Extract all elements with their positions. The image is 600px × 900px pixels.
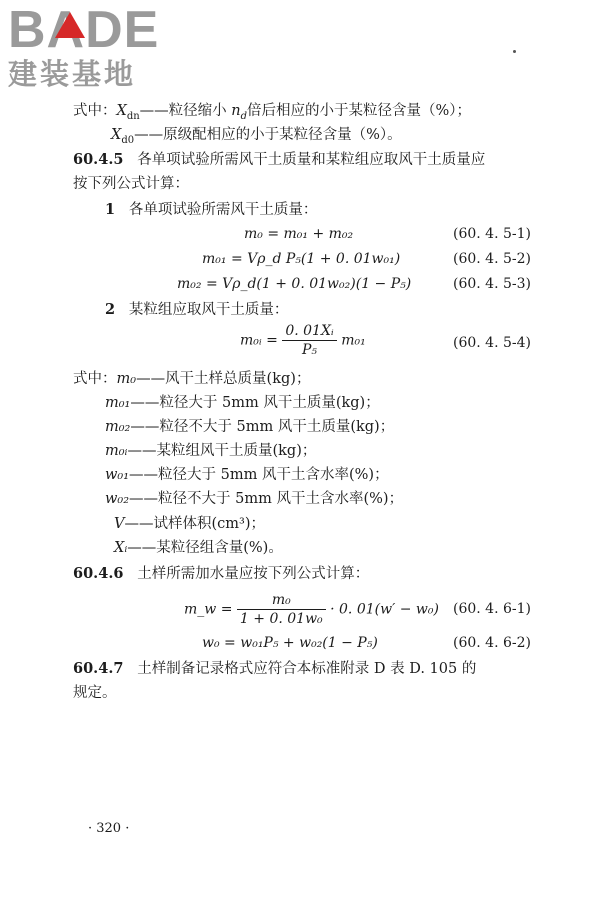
def-symbol: m₀₁: [105, 395, 131, 411]
def-xd0-line: [111, 125, 402, 151]
eqno-60-4-6-2: (60. 4. 6-2): [453, 635, 531, 651]
item-number: 1: [105, 201, 116, 218]
item-text: 某粒组应取风干土质量：: [128, 302, 289, 318]
var-x: X: [111, 127, 122, 143]
def-v: [114, 514, 265, 534]
eq-lhs: m_w =: [184, 601, 233, 618]
clause-text: 各单项试验所需风干土质量和某粒组应取风干土质量应: [137, 152, 486, 168]
equation-60-4-5-3: m₀₂ = Vρ_d(1 + 0. 01w₀₂)(1 − P₅): [177, 276, 412, 292]
clause-60-4-5: [73, 150, 485, 170]
eq-rhs: m₀₁: [341, 332, 366, 349]
clause-number: 60.4.5: [73, 151, 124, 168]
clause-60-4-7: [73, 659, 476, 679]
def-m0: [73, 369, 310, 389]
sub-d0: d0: [121, 134, 135, 146]
def-desc: ——粒径不大于 5mm 风干土质量(kg)；: [130, 419, 395, 435]
sub-dn: dn: [126, 110, 140, 122]
equation-60-4-6-1: [184, 591, 439, 628]
eq-lhs: m₀ᵢ =: [240, 332, 278, 349]
def-prefix: 式中：: [73, 103, 117, 119]
fraction-denominator: P₅: [302, 342, 318, 358]
equation-60-4-5-2: m₀₁ = Vρ_d P₅(1 + 0. 01w₀₁): [202, 251, 401, 267]
def-w02: [105, 489, 403, 509]
clause-60-4-6: [73, 564, 369, 584]
clause-number: 60.4.7: [73, 660, 124, 677]
fraction: [282, 322, 336, 359]
logo-word: BADE: [8, 1, 160, 59]
fraction-numerator: m₀: [237, 591, 326, 610]
fraction: [237, 591, 326, 628]
def-symbol: m₀₂: [105, 419, 131, 435]
clause-text: 按下列公式计算：: [73, 176, 189, 192]
def-desc: ——试样体积(cm³)；: [124, 516, 265, 532]
def-symbol: V: [114, 516, 125, 532]
equation-60-4-5-1: m₀ = m₀₁ + m₀₂: [244, 226, 354, 242]
var-n: n: [231, 103, 241, 119]
def-m02: [105, 417, 394, 437]
def-desc: ——粒径大于 5mm 风干土含水率(%)；: [129, 467, 389, 483]
item-1: [105, 200, 317, 220]
def-prefix-text: 式中：: [73, 371, 117, 387]
item-text: 各单项试验所需风干土质量：: [128, 202, 318, 218]
clause-text: 规定。: [73, 685, 117, 701]
def-m0i: [105, 441, 316, 461]
def-symbol: w₀₂: [105, 491, 130, 507]
def-desc: ——粒径不大于 5mm 风干土含水率(%)；: [129, 491, 404, 507]
def-desc: ——风干土样总质量(kg)；: [136, 371, 311, 387]
eqno-60-4-5-1: (60. 4. 5-1): [453, 226, 531, 242]
logo-triangle-icon: [55, 12, 85, 38]
def-symbol: m₀ᵢ: [105, 443, 128, 459]
clause-60-4-5-cont: [73, 174, 189, 194]
def-symbol: m₀: [116, 371, 137, 387]
def-desc: ——粒径大于 5mm 风干土质量(kg)；: [130, 395, 380, 411]
clause-text: 土样制备记录格式应符合本标准附录 D 表 D. 105 的: [137, 661, 477, 677]
def-desc: ——某粒径组含量(%)。: [127, 540, 283, 556]
def-xdn-line: [73, 101, 471, 127]
item-2: [105, 300, 288, 320]
sub-d: d: [240, 110, 248, 122]
def-m01: [105, 393, 380, 413]
def-xi: [114, 538, 283, 558]
def-desc: ——某粒组风干土质量(kg)；: [127, 443, 317, 459]
eqno-60-4-5-2: (60. 4. 5-2): [453, 251, 531, 267]
eqno-60-4-5-3: (60. 4. 5-3): [453, 276, 531, 292]
bade-logo: [8, 1, 178, 91]
logo-chinese: 建装基地: [8, 57, 137, 91]
eq-rhs: · 0. 01(w′ − w₀): [330, 601, 439, 618]
speck-dot: [513, 50, 516, 53]
eqno-60-4-5-4: (60. 4. 5-4): [453, 335, 531, 351]
item-number: 2: [105, 301, 116, 318]
var-x: X: [116, 103, 127, 119]
def-w01: [105, 465, 389, 485]
fraction-numerator: 0. 01Xᵢ: [282, 322, 336, 341]
def-text: 倍后相应的小于某粒径含量（%）；: [247, 103, 472, 119]
equation-60-4-6-2: w₀ = w₀₁P₅ + w₀₂(1 − P₅): [202, 635, 378, 651]
page-number: · 320 ·: [88, 821, 130, 836]
def-text: ——原级配相应的小于某粒径含量（%）。: [134, 127, 402, 143]
clause-text: 土样所需加水量应按下列公式计算：: [137, 566, 370, 582]
fraction-denominator: 1 + 0. 01w₀: [239, 611, 323, 627]
def-symbol: w₀₁: [105, 467, 130, 483]
def-text: ——粒径缩小: [139, 103, 232, 119]
clause-number: 60.4.6: [73, 565, 124, 582]
def-symbol: Xᵢ: [114, 540, 128, 556]
eqno-60-4-6-1: (60. 4. 6-1): [453, 601, 531, 617]
equation-60-4-5-4: [240, 322, 366, 359]
clause-60-4-7-cont: [73, 683, 117, 703]
